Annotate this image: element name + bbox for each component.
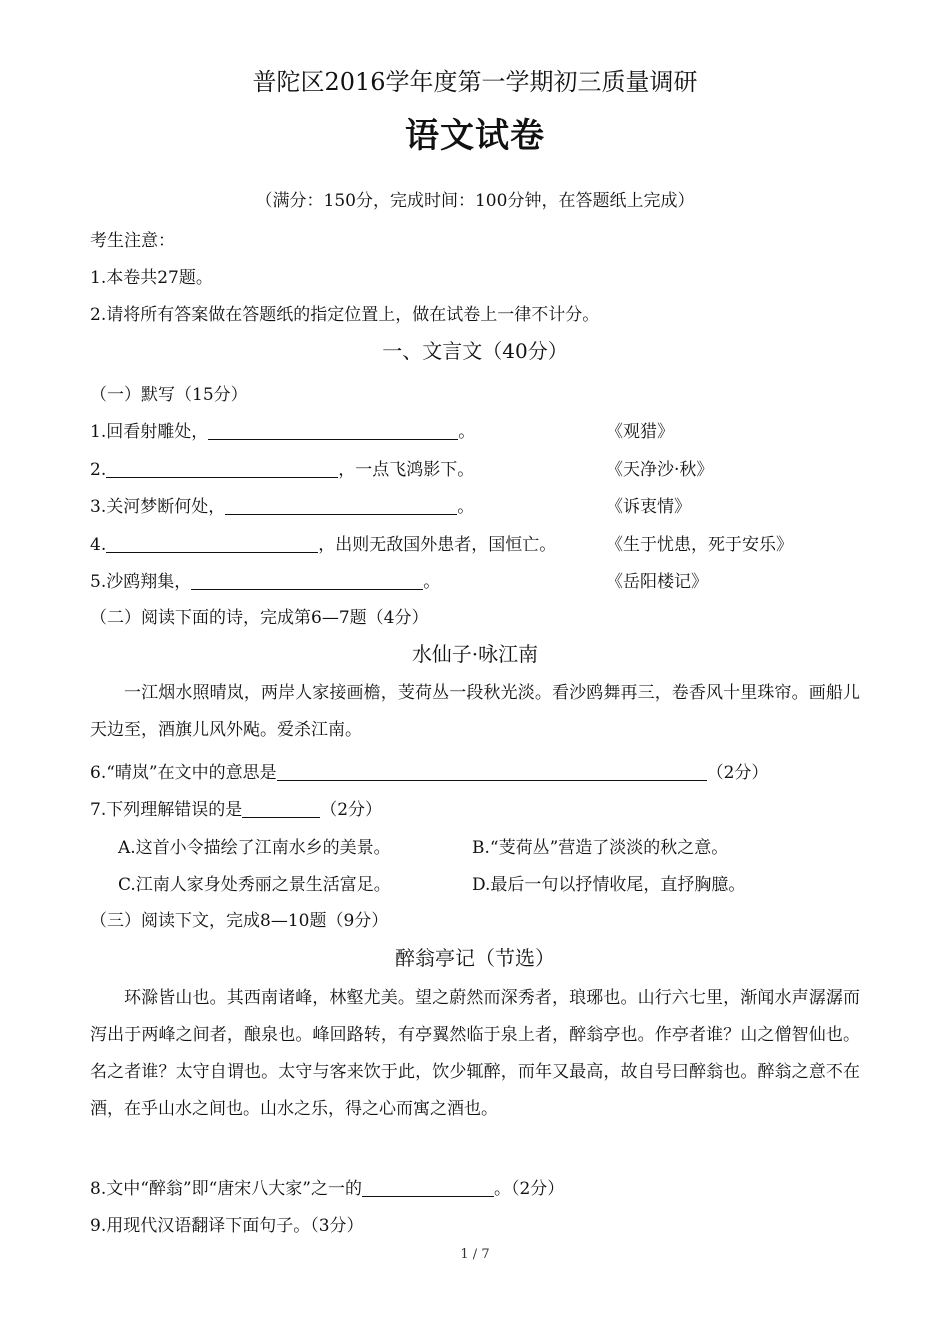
option-c: C.江南人家身处秀丽之景生活富足。 — [118, 875, 391, 895]
section-title: 一、文言文（40分） — [382, 339, 568, 363]
answer-blank[interactable] — [106, 459, 338, 478]
recite-item-5: 5.沙鸥翔集， 。 — [90, 572, 441, 592]
poem-text: 一江烟水照晴岚，两岸人家接画檐，芰荷丛一段秋光淡。看沙鸥舞再三，卷香风十里珠帘。画船儿天边至，酒旗儿风外飐。爱杀江南。 — [90, 683, 860, 740]
answer-blank[interactable] — [106, 534, 318, 553]
answer-blank[interactable] — [225, 496, 457, 515]
question-9: 9.用现代汉语翻译下面句子。（3分） — [90, 1216, 364, 1236]
question-6: 6.“晴岚”在文中的意思是 （2分） — [90, 763, 769, 783]
answer-blank[interactable] — [191, 571, 423, 590]
exam-title: 普陀区2016学年度第一学期初三质量调研 — [252, 68, 698, 96]
answer-blank[interactable] — [362, 1178, 494, 1197]
part3-heading: （三）阅读下文，完成8—10题（9分） — [90, 911, 389, 931]
question-7: 7.下列理解错误的是 （2分） — [90, 800, 383, 820]
option-b: B.“芰荷丛”营造了淡淡的秋之意。 — [472, 838, 729, 858]
notice-heading: 考生注意： — [90, 231, 175, 251]
subject-title: 语文试卷 — [405, 116, 545, 156]
notice-item-2: 2.请将所有答案做在答题纸的指定位置上，做在试卷上一律不计分。 — [90, 305, 600, 325]
recite-source-4: 《生于忧患，死于安乐》 — [606, 535, 793, 555]
option-d: D.最后一句以抒情收尾，直抒胸臆。 — [472, 875, 746, 895]
recite-item-4: 4. ，出则无敌国外患者，国恒亡。 — [90, 535, 557, 555]
part1-heading: （一）默写（15分） — [90, 385, 248, 405]
text-title: 醉翁亭记（节选） — [395, 946, 555, 970]
option-a: A.这首小令描绘了江南水乡的美景。 — [118, 838, 391, 858]
question-8: 8.文中“醉翁”即“唐宋八大家”之一的 。（2分） — [90, 1179, 565, 1199]
part2-heading: （二）阅读下面的诗，完成第6—7题（4分） — [90, 608, 429, 628]
notice-item-1: 1.本卷共27题。 — [90, 268, 213, 288]
recite-source-3: 《诉衷情》 — [606, 497, 691, 517]
exam-info: （满分：150分，完成时间：100分钟，在答题纸上完成） — [255, 191, 695, 211]
recite-item-2: 2. ，一点飞鸿影下。 — [90, 460, 475, 480]
answer-blank[interactable] — [277, 762, 707, 781]
prose-text: 环滁皆山也。其西南诸峰，林壑尤美。望之蔚然而深秀者，琅琊也。山行六七里，渐闻水声潺潺而泻出于两峰之间者，酿泉也。峰回路转，有亭翼然临于泉上者，醉翁亭也。作亭者谁？山之僧智仙也。名之者谁？太守自谓也。太守与客来饮于此，饮少辄醉，而年又最高，故自号曰醉翁也。醉翁之意不在酒，在乎山水之间也。山水之乐，得之心而寓之酒也。 — [90, 988, 860, 1119]
poem-title: 水仙子·咏江南 — [411, 642, 539, 666]
answer-blank[interactable] — [208, 421, 458, 440]
recite-item-1: 1.回看射雕处， 。 — [90, 422, 476, 442]
recite-source-5: 《岳阳楼记》 — [606, 572, 708, 592]
page-number: 1 / 7 — [460, 1247, 490, 1262]
recite-source-1: 《观猎》 — [606, 422, 674, 442]
recite-item-3: 3.关河梦断何处， 。 — [90, 497, 475, 517]
answer-blank[interactable] — [242, 799, 320, 818]
recite-source-2: 《天净沙·秋》 — [606, 460, 714, 480]
